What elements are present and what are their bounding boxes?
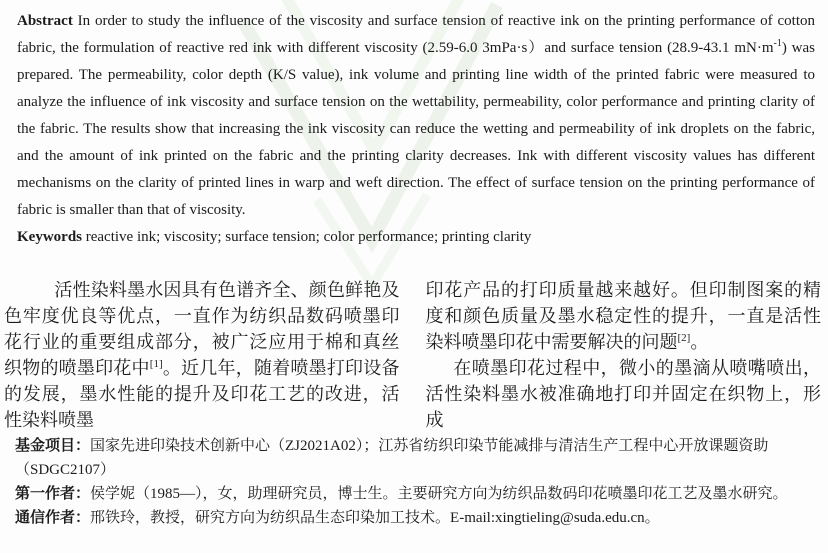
abstract-text-2: ) was prepared. The permeability, color depth (K/S value), ink volume and printing line width of the printed fabric were measured to analyze the influence of ink viscosity and surface tension on the wettability, permeability, color performance and printing clarity of the fabric. The results show that increasing the ink viscosity can reduce the wetting and permeability of ink droplets on the fabric, and the amount of ink printed on the fabric and the printing clarity decreases. Ink with different viscosity values has different mechanisms on the clarity of printed lines in warp and weft direction. The effect of surface tension on the printing performance of fabric is smaller than that of viscosity. — [17, 40, 815, 218]
body-paragraph-1-text: 活性染料墨水因具有色谱齐全、颜色鲜艳及色牢度优良等优点，一直作为纺织品数码喷墨印花行业的重要组成部分，被广泛应用于棉和真丝织物的喷墨印花中 — [4, 280, 400, 378]
abstract-section — [17, 8, 815, 251]
fund-text: 国家先进印染技术创新中心（ZJ2021A02）；江苏省纺织印染节能减排与清洁生产工程中心开放课题资助（SDGC2107） — [15, 438, 769, 478]
keywords-line — [17, 224, 815, 251]
abstract-label: Abstract — [17, 13, 73, 29]
corresponding-author-label: 通信作者： — [15, 510, 91, 526]
body-paragraph-2: 在喷墨印花过程中，微小的墨滴从喷嘴喷出，活性染料墨水被准确地打印并固定在织物上，形成 — [425, 358, 821, 430]
keywords-text: reactive ink; viscosity; surface tension; color performance; printing clarity — [82, 229, 532, 245]
first-author-text: 侯学妮（1985—），女，助理研究员，博士生。主要研究方向为纺织品数码印花喷墨印花工艺及墨水研究。 — [90, 486, 788, 502]
abstract-unit-superscript: -1 — [773, 38, 782, 49]
abstract-paragraph — [17, 8, 815, 224]
footnote-section — [15, 434, 815, 530]
citation-2-superscript: [2] — [677, 332, 691, 344]
body-paragraph-1 — [4, 277, 400, 433]
corresponding-author-note — [15, 506, 815, 530]
body-paragraph-1-text-cont: 。近几年，随着喷墨打印设备的发展，墨水性能的提升及印花工艺的改进，活性染料喷墨 — [4, 358, 400, 430]
left-column — [4, 277, 400, 433]
body-paragraph-1-continuation — [426, 277, 822, 355]
corresponding-author-text: 邢铁玲，教授，研究方向为纺织品生态印染加工技术。 — [90, 510, 451, 526]
right-column — [426, 277, 822, 433]
first-author-label: 第一作者： — [15, 486, 91, 502]
body-paragraph-1-cont-text: 印花产品的打印质量越来越好。但印制图案的精度和颜色质量及墨水稳定性的提升，一直是活性染料喷墨印花中需要解决的问题 — [425, 280, 821, 352]
abstract-text-1: In order to study the influence of the viscosity and surface tension of reactive ink on the printing performance of cotton fabric, the formulation of reactive red ink with different viscosity (2.59-6.0 3mPa·s）and surface tension (28.9-43.1 mN·m — [17, 13, 815, 56]
keywords-label: Keywords — [17, 229, 82, 245]
body-text-section — [4, 277, 821, 433]
fund-label: 基金项目： — [15, 438, 91, 454]
first-author-note — [15, 482, 815, 506]
citation-1-superscript: [1] — [149, 358, 163, 370]
fund-note — [15, 434, 815, 482]
email-text: E-mail:xingtieling@suda.edu.cn。 — [450, 510, 660, 526]
body-paragraph-1-cont-end: 。 — [690, 332, 709, 352]
